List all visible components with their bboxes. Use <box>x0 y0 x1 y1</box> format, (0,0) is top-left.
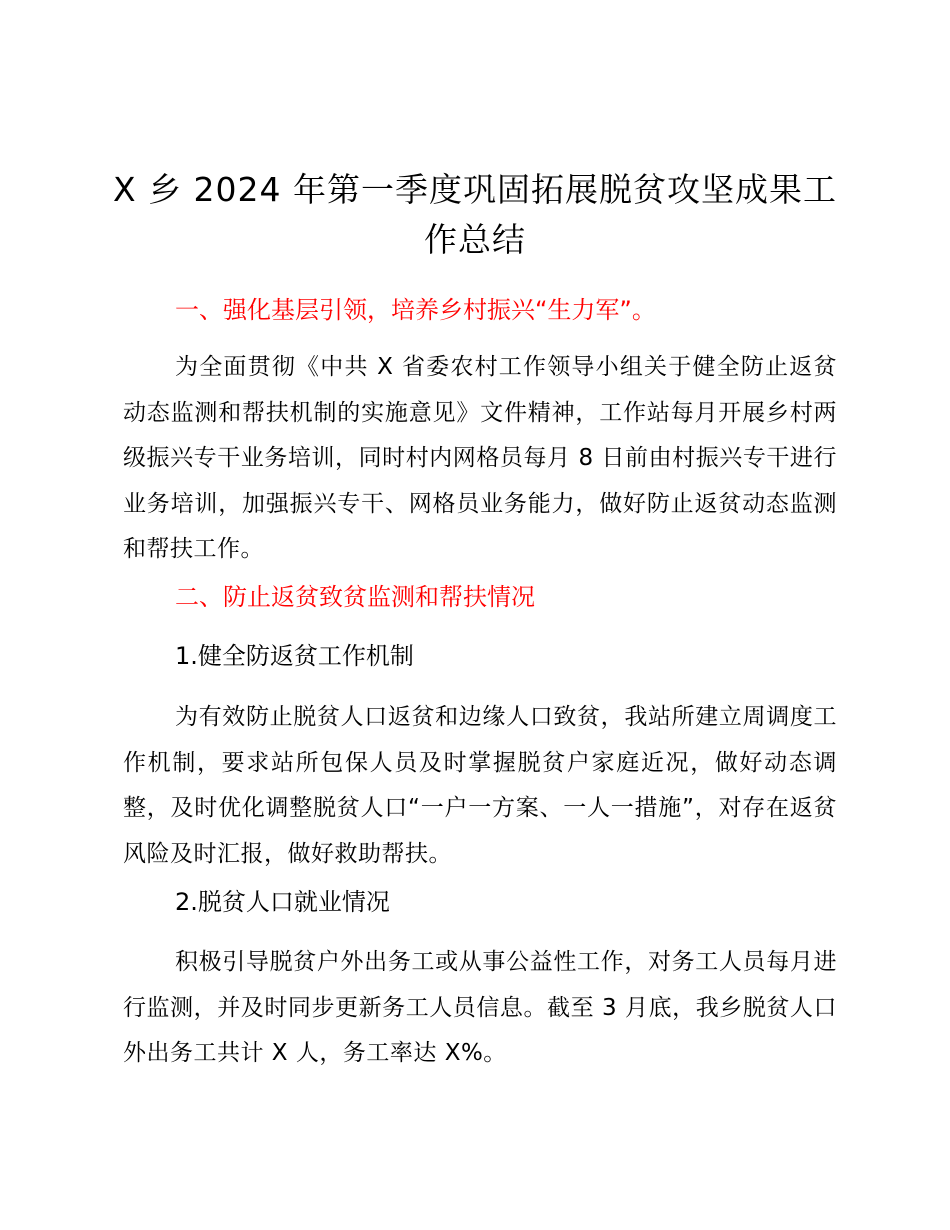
subsection2-heading: 2.脱贫人口就业情况 <box>175 888 390 916</box>
section1-heading: 一、强化基层引领，培养乡村振兴“生力军”。 <box>175 296 656 324</box>
section2-heading: 二、防止返贫致贫监测和帮扶情况 <box>175 583 535 611</box>
subsection1-heading: 1.健全防返贫工作机制 <box>175 642 414 670</box>
document-title: X 乡 2024 年第一季度巩固拓展脱贫攻坚成果工作总结 <box>112 170 838 259</box>
subsection2-paragraph: 积极引导脱贫户外出务工或从事公益性工作，对务工人员每月进行监测，并及时同步更新务工人员信息。截至 3 月底，我乡脱贫人口外出务工共计 X 人，务工率达 X%。 <box>123 949 837 1066</box>
section1-paragraph: 为全面贯彻《中共 X 省委农村工作领导小组关于健全防止返贫动态监测和帮扶机制的实施意见》文件精神，工作站每月开展乡村两级振兴专干业务培训，同时村内网格员每月 8 日前由村振兴专干进行业务培训，加强振兴专干、网格员业务能力，做好防止返贫动态监测和帮扶工作。 <box>123 354 837 562</box>
subsection1-paragraph: 为有效防止脱贫人口返贫和边缘人口致贫，我站所建立周调度工作机制，要求站所包保人员及时掌握脱贫户家庭近况，做好动态调整，及时优化调整脱贫人口“一户一方案、一人一措施”，对存在返贫风险及时汇报，做好救助帮扶。 <box>123 704 837 867</box>
